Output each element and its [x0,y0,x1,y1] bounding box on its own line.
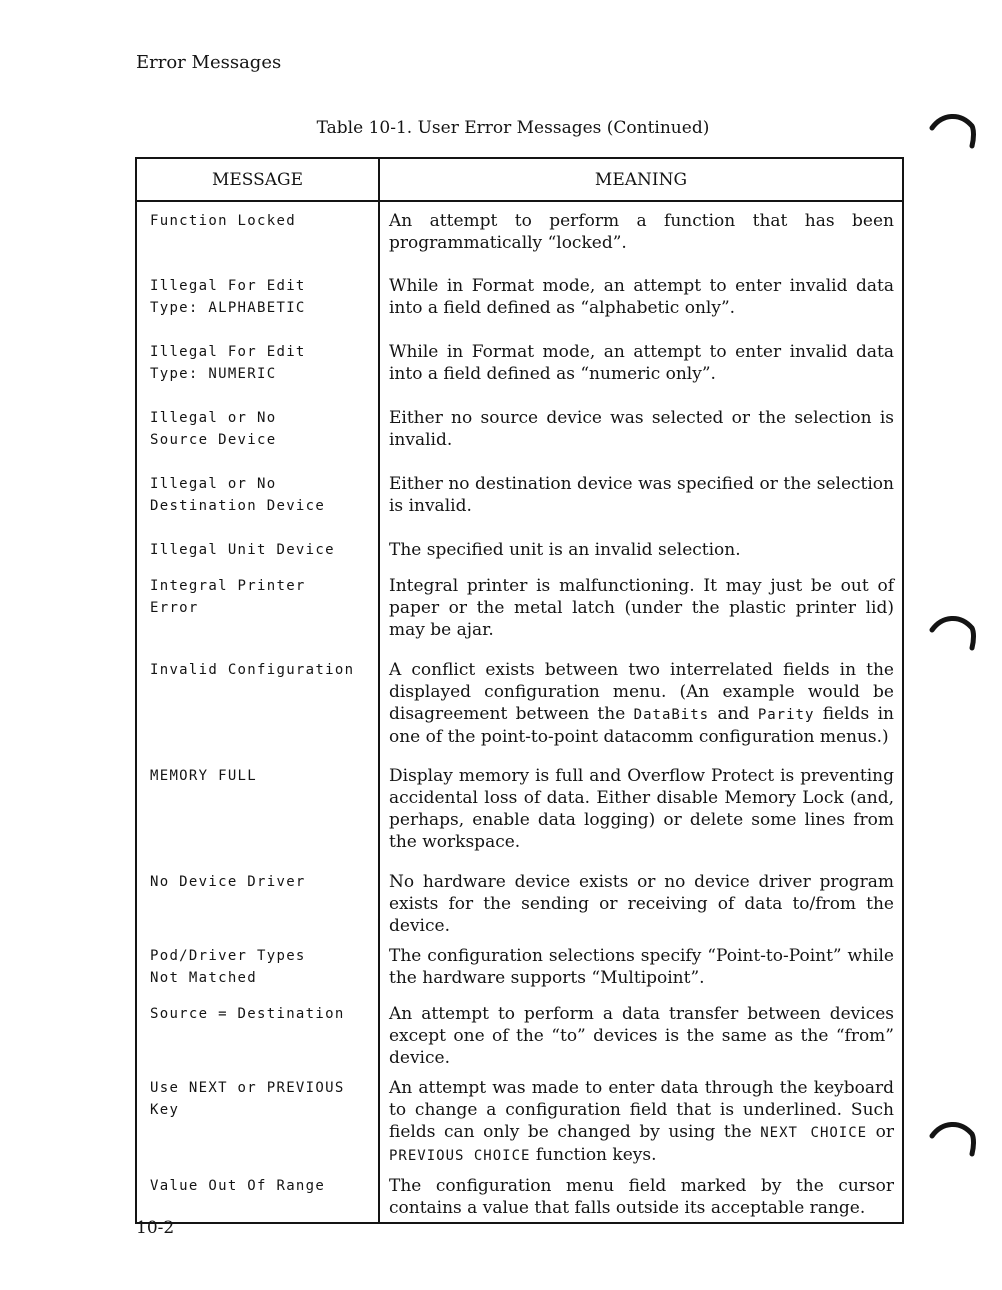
meaning-cell: While in Format mode, an attempt to enter invalid data into a field defined as “alphabetic only”. [379,267,903,333]
message-cell: Invalid Configuration [136,651,379,757]
meaning-text: fields in one of the point-to-point datacomm configuration menus.) [389,704,894,747]
table-row [136,567,903,651]
table-header-row [136,158,903,201]
table-row [136,201,903,267]
column-header-message: MESSAGE [136,158,379,201]
message-cell: Illegal Unit Device [136,531,379,567]
column-header-meaning: MEANING [379,158,903,201]
section-header: Error Messages [136,52,282,73]
meaning-cell: Integral printer is malfunctioning. It may just be out of paper or the metal latch (under the plastic printer lid) may be ajar. [379,567,903,651]
message-cell: Integral Printer Error [136,567,379,651]
table-row [136,267,903,333]
message-cell: Source = Destination [136,995,379,1069]
meaning-text: An attempt was made to enter data through the keyboard to change a configuration field that is underlined. Such fields can only be changed by using the [389,1078,894,1142]
table-row [136,333,903,399]
message-cell: Use NEXT or PREVIOUS Key [136,1069,379,1167]
databits-field-name: DataBits [633,707,710,723]
table-row [136,651,903,757]
previous-choice-key-name: PREVIOUS CHOICE [389,1148,531,1164]
meaning-cell: Either no source device was selected or the selection is invalid. [379,399,903,465]
parity-field-name: Parity [757,707,815,723]
message-cell: Function Locked [136,201,379,267]
table-row [136,1167,903,1223]
table-row [136,399,903,465]
meaning-cell: Display memory is full and Overflow Protect is preventing accidental loss of data. Either disable Memory Lock (and, perhaps, enable data logging) or delete some lines from the workspace. [379,757,903,863]
meaning-cell: Either no destination device was specified or the selection is invalid. [379,465,903,531]
meaning-cell: An attempt to perform a data transfer between devices except one of the “to” devices is the same as the “from” device. [379,995,903,1069]
message-cell: Pod/Driver Types Not Matched [136,937,379,995]
meaning-text: and [709,704,758,724]
meaning-cell: The configuration selections specify “Point-to-Point” while the hardware supports “Multipoint”. [379,937,903,995]
meaning-cell: An attempt to perform a function that has been programmatically “locked”. [379,201,903,267]
meaning-cell: The configuration menu field marked by the cursor contains a value that falls outside its acceptable range. [379,1167,903,1223]
meaning-text: function keys. [530,1145,657,1165]
message-cell: Illegal For Edit Type: ALPHABETIC [136,267,379,333]
meaning-text: or [867,1122,895,1142]
meaning-cell: No hardware device exists or no device driver program exists for the sending or receiving of data to/from the device. [379,863,903,937]
message-cell: Value Out Of Range [136,1167,379,1223]
table-row [136,1069,903,1167]
message-cell: No Device Driver [136,863,379,937]
binder-hole-mark [928,106,978,154]
table-row [136,531,903,567]
meaning-cell [379,1069,903,1167]
next-choice-key-name: NEXT CHOICE [760,1125,868,1141]
message-cell: Illegal For Edit Type: NUMERIC [136,333,379,399]
binder-hole-mark [928,1114,978,1162]
page-number: 10-2 [136,1218,175,1238]
message-cell: MEMORY FULL [136,757,379,863]
binder-hole-mark [928,608,978,656]
message-cell: Illegal or No Destination Device [136,465,379,531]
table-caption: Table 10-1. User Error Messages (Continued) [316,118,710,138]
table-row [136,757,903,863]
table-row [136,863,903,937]
meaning-cell: While in Format mode, an attempt to enter invalid data into a field defined as “numeric only”. [379,333,903,399]
message-cell: Illegal or No Source Device [136,399,379,465]
meaning-text: A conflict exists between two interrelated fields in the displayed configuration menu. (An example would be disagreement between the [389,660,894,724]
error-messages-table [135,157,904,1224]
table-row [136,937,903,995]
meaning-cell: The specified unit is an invalid selection. [379,531,903,567]
table-row [136,995,903,1069]
meaning-cell [379,651,903,757]
table-row [136,465,903,531]
